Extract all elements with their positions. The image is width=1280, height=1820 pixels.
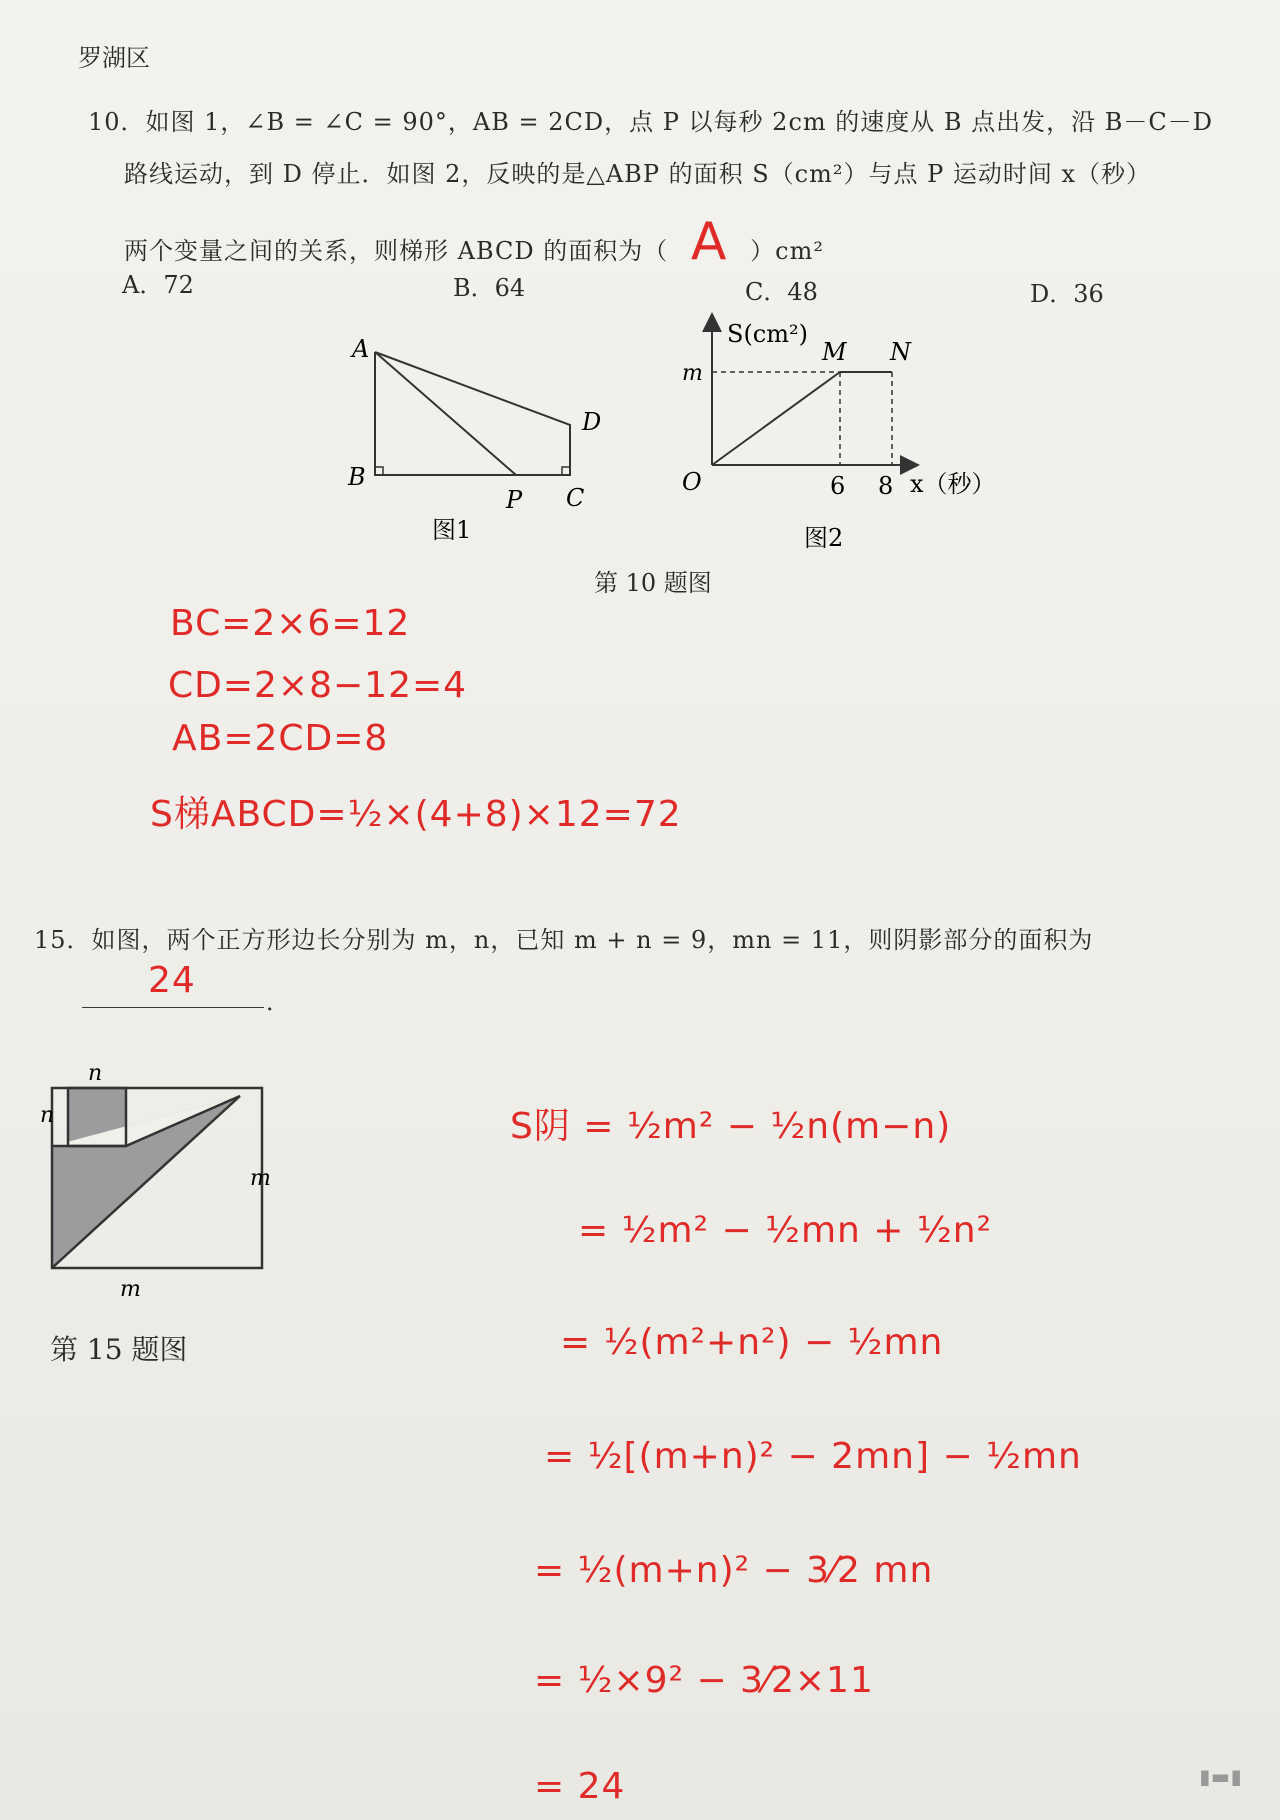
label-n-left: n <box>40 1103 55 1128</box>
q10-option-a: A．72 <box>122 271 194 299</box>
q15-figure-caption: 第 15 题图 <box>50 1333 188 1366</box>
q15-blank-suffix: ． <box>266 988 291 1016</box>
q10-figure2 <box>670 310 1030 560</box>
q10-line3 <box>124 212 824 272</box>
q10-line1: 10．如图 1，∠B = ∠C = 90°，AB = 2CD，点 P 以每秒 2cm 的速度从 B 点出发，沿 B－C－D <box>88 108 1214 136</box>
q10-option-c: C．48 <box>745 278 818 306</box>
label-n-top: n <box>88 1061 103 1086</box>
q10-answer: A <box>690 212 728 272</box>
x-axis-label: x（秒） <box>910 470 996 498</box>
label-p: P <box>506 486 523 514</box>
q10-line2: 路线运动，到 D 停止．如图 2，反映的是△ABP 的面积 S（cm²）与点 P 运动时间 x（秒） <box>124 160 1152 188</box>
fig1-caption: 图1 <box>432 516 472 544</box>
label-m-bottom: m <box>120 1277 141 1300</box>
q15-solution-line4: = ½[(m+n)² − 2mn] − ½mn <box>544 1436 1082 1477</box>
label-m-right: m <box>250 1166 271 1191</box>
origin-label: O <box>682 468 702 496</box>
q10-solution-line3: AB=2CD=8 <box>172 718 389 759</box>
q15-figure <box>30 1050 290 1300</box>
fig2-caption: 图2 <box>804 524 844 552</box>
q15-solution-line3: = ½(m²+n²) − ½mn <box>560 1322 944 1363</box>
q10-line3-before: 两个变量之间的关系，则梯形 ABCD 的面积为（ <box>124 237 669 265</box>
label-c: C <box>566 484 585 512</box>
q15-solution-line6: = ½×9² − 3⁄2×11 <box>534 1660 874 1701</box>
q10-figure-caption: 第 10 题图 <box>594 569 712 597</box>
district-label: 罗湖区 <box>78 44 150 72</box>
q15-answer-blank <box>82 1007 264 1008</box>
q10-solution-line1: BC=2×6=12 <box>170 603 411 644</box>
q15-solution-line5: = ½(m+n)² − 3⁄2 mn <box>534 1550 934 1591</box>
fold-marker-icon: ▮▬▮ <box>1197 1762 1244 1792</box>
tick-6: 6 <box>830 472 846 500</box>
q10-option-b: B．64 <box>453 274 526 302</box>
q15-question: 15．如图，两个正方形边长分别为 m，n，已知 m + n = 9，mn = 11，则阴影部分的面积为 <box>34 926 1094 954</box>
q10-option-d: D．36 <box>1030 280 1104 308</box>
point-m-label: M <box>822 338 847 366</box>
graph-rise <box>712 372 840 465</box>
label-a: A <box>352 335 370 363</box>
q10-solution-line4: S梯ABCD=½×(4+8)×12=72 <box>150 794 682 835</box>
segment-ap <box>375 352 516 475</box>
q10-figure1 <box>340 330 620 550</box>
q10-solution-line2: CD=2×8−12=4 <box>168 665 468 706</box>
tick-8: 8 <box>878 472 894 500</box>
q15-solution-line1: S阴 = ½m² − ½n(m−n) <box>510 1106 952 1147</box>
label-b: B <box>348 463 366 491</box>
trapezoid-outline <box>375 352 570 475</box>
m-label: m <box>682 361 703 386</box>
q15-solution-line2: = ½m² − ½mn + ½n² <box>578 1210 993 1251</box>
q10-line3-after: ）cm² <box>750 237 824 265</box>
y-axis-label: S(cm²) <box>727 320 808 348</box>
label-d: D <box>582 408 602 436</box>
point-n-label: N <box>890 338 911 366</box>
q15-blank-answer: 24 <box>148 960 196 1001</box>
q15-solution-line7: = 24 <box>534 1766 626 1807</box>
